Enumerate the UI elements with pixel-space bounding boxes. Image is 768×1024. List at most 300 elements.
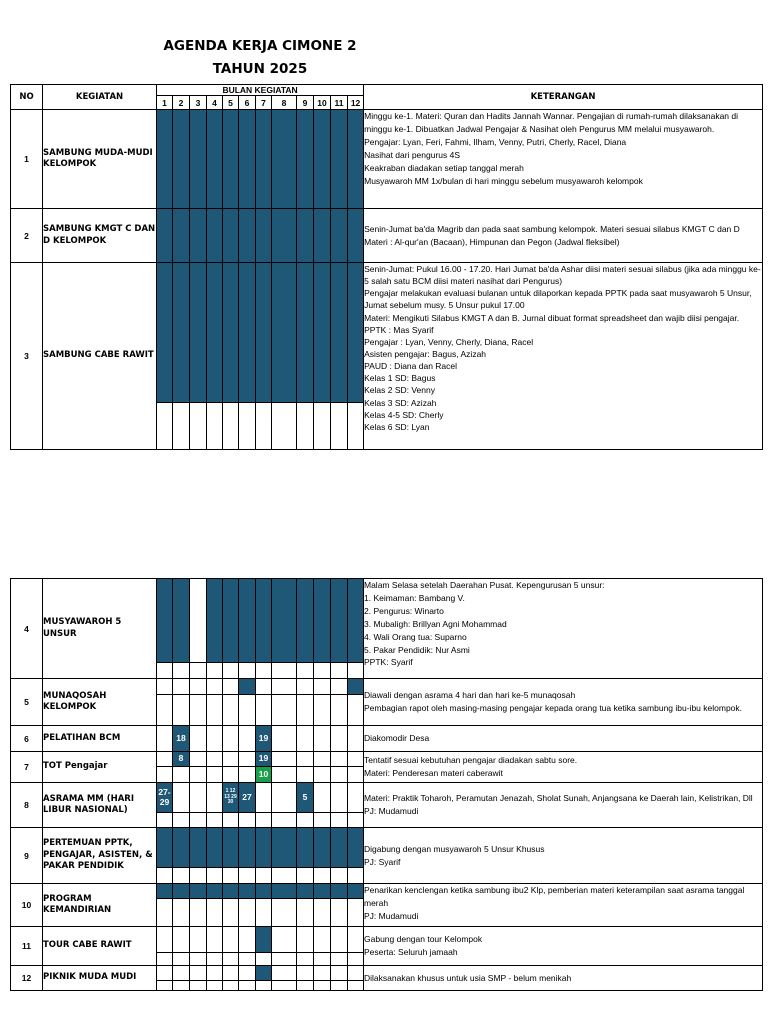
row-number: 3	[11, 263, 43, 450]
month-header: 3	[190, 96, 207, 110]
month-cell-empty	[239, 868, 256, 884]
note-line: Diawali dengan asrama 4 hari dan hari ke-5 munaqosah	[364, 690, 576, 701]
month-header: 9	[297, 96, 314, 110]
month-cell-empty	[331, 752, 348, 767]
note-line: Senin-Jumat: Pukul 16.00 - 17.20. Hari Jumat ba'da Ashar diisi materi sesuai silabus (jika ada minggu ke-5 salah satu BCM diisi materi nasihat dari Pengurus)	[364, 264, 761, 287]
note-line: PPTK : Mas Syarif	[364, 324, 434, 335]
note-line: 1. Keimaman: Bambang V.	[364, 592, 465, 603]
month-cell-filled	[272, 828, 297, 868]
month-cell-empty	[207, 767, 223, 783]
month-cell-empty	[272, 767, 297, 783]
header-no: NO	[11, 85, 43, 110]
month-header: 7	[256, 96, 272, 110]
note-line: Materi: Penderesan materi caberawit	[364, 768, 503, 778]
row-number: 5	[11, 679, 43, 726]
month-cell-empty	[348, 783, 364, 813]
month-cell-empty	[272, 726, 297, 752]
activity-name: PERTEMUAN PPTK, PENGAJAR, ASISTEN, & PAKAR PENDIDIK	[43, 828, 157, 884]
note-line: Keakraban diadakan setiap tanggal merah	[364, 162, 524, 173]
month-cell-filled	[239, 110, 256, 209]
month-cell-filled	[256, 927, 272, 953]
note-line: Penarikan kenclengan ketika sambung ibu2 Klp, pemberian materi keterampilan saat asrama tanggal merah	[364, 885, 745, 908]
month-header: 11	[331, 96, 348, 110]
month-cell-filled	[331, 263, 348, 403]
month-cell-empty	[223, 679, 239, 695]
month-cell-empty	[256, 783, 272, 813]
month-cell-empty	[190, 679, 207, 695]
month-cell-empty	[157, 899, 173, 927]
month-cell-empty	[207, 927, 223, 953]
table-row	[11, 966, 763, 981]
note-line: Dilaksanakan khusus untuk usia SMP - belum menikah	[364, 972, 572, 983]
note-line: Asisten pengajar: Bagus, Azizah	[364, 348, 487, 359]
month-cell-empty	[190, 981, 207, 991]
month-cell-filled	[190, 110, 207, 209]
note-line: Kelas 1 SD: Bagus	[364, 373, 436, 384]
month-cell-empty	[157, 953, 173, 966]
row-number: 7	[11, 752, 43, 783]
month-cell-filled	[272, 209, 297, 263]
month-cell-empty	[223, 767, 239, 783]
month-cell-empty	[223, 726, 239, 752]
month-cell-empty	[272, 402, 297, 449]
table-row	[11, 752, 763, 767]
activity-name: SAMBUNG CABE RAWIT	[43, 263, 157, 450]
month-cell-empty	[207, 966, 223, 981]
month-cell-filled	[207, 209, 223, 263]
activity-name: TOT Pengajar	[43, 752, 157, 783]
page-title: AGENDA KERJA CIMONE 2	[163, 38, 357, 54]
header-bulan-kegiatan: BULAN KEGIATAN	[157, 85, 364, 96]
note-line: Materi: Mengikuti Silabus KMGT A dan B. Jurnal dibuat format spreadsheet dan wajib diisi pengajar.	[364, 312, 740, 323]
month-cell-empty	[173, 663, 190, 679]
month-cell-empty	[256, 868, 272, 884]
month-cell-empty	[190, 663, 207, 679]
month-cell-filled	[239, 263, 256, 403]
month-cell-empty	[331, 679, 348, 695]
note-line: PJ: Mudamudi	[364, 806, 419, 816]
month-cell-filled	[223, 110, 239, 209]
month-cell-empty	[256, 679, 272, 695]
month-cell-empty	[173, 767, 190, 783]
month-cell-empty	[256, 899, 272, 927]
month-cell-empty	[157, 679, 173, 695]
month-cell-empty	[297, 953, 314, 966]
month-cell-empty	[314, 402, 331, 449]
month-cell-empty	[223, 663, 239, 679]
month-cell-filled	[331, 110, 348, 209]
month-cell-empty	[331, 726, 348, 752]
month-cell-filled	[173, 579, 190, 663]
note-line: Minggu ke-1. Materi: Quran dan Hadits Jannah Wannar. Pengajian di rumah-rumah dilaksanakan di minggu ke-1. Dibuatkan Jadwal Pengajar & Nasihat oleh Pengurus MM melalui musyawaroh.	[364, 111, 739, 134]
month-cell-empty	[239, 927, 256, 953]
month-cell-empty	[272, 663, 297, 679]
month-cell-empty	[348, 899, 364, 927]
row-number: 11	[11, 927, 43, 966]
month-cell-filled	[223, 579, 239, 663]
row-number: 12	[11, 966, 43, 991]
month-cell-empty	[207, 981, 223, 991]
month-cell-empty	[239, 695, 256, 726]
month-cell-filled	[348, 263, 364, 403]
month-cell-empty	[239, 813, 256, 828]
month-cell-empty	[297, 868, 314, 884]
month-cell-empty	[190, 726, 207, 752]
month-cell-filled	[256, 263, 272, 403]
month-cell-empty	[173, 402, 190, 449]
month-cell-empty	[297, 663, 314, 679]
month-cell-empty	[348, 868, 364, 884]
row-number: 2	[11, 209, 43, 263]
activity-notes	[364, 966, 763, 991]
month-cell-filled	[272, 884, 297, 899]
month-cell-filled	[348, 828, 364, 868]
month-cell-empty	[314, 695, 331, 726]
month-cell-empty	[331, 966, 348, 981]
note-line: Tentatif sesuai kebutuhan pengajar diadakan sabtu sore.	[364, 755, 578, 766]
month-cell-filled: 8	[173, 752, 190, 767]
month-cell-filled	[173, 828, 190, 868]
month-cell-empty	[223, 966, 239, 981]
month-cell-empty	[348, 767, 364, 783]
activity-name: MUSYAWAROH 5 UNSUR	[43, 579, 157, 679]
month-cell-filled: 18	[173, 726, 190, 752]
month-cell-empty	[207, 402, 223, 449]
month-cell-empty	[297, 981, 314, 991]
note-line: Pembagian rapot oleh masing-masing pengajar kepada orang tua ketika sambung ibu-ibu kelompok.	[364, 703, 743, 713]
month-cell-filled	[272, 263, 297, 403]
month-cell-empty	[190, 813, 207, 828]
month-cell-empty	[331, 953, 348, 966]
month-cell-empty	[157, 868, 173, 884]
month-cell-filled	[348, 679, 364, 695]
month-cell-empty	[190, 899, 207, 927]
month-cell-empty	[314, 981, 331, 991]
month-cell-empty	[223, 868, 239, 884]
month-header: 12	[348, 96, 364, 110]
month-cell-empty	[239, 953, 256, 966]
month-cell-filled	[239, 828, 256, 868]
activity-notes	[364, 828, 763, 884]
month-cell-empty	[157, 726, 173, 752]
month-cell-empty	[173, 679, 190, 695]
month-cell-empty	[157, 663, 173, 679]
month-cell-empty	[348, 927, 364, 953]
month-cell-empty	[272, 783, 297, 813]
activity-notes	[364, 679, 763, 726]
activity-notes	[364, 884, 763, 927]
month-cell-empty	[314, 663, 331, 679]
month-cell-filled	[314, 209, 331, 263]
month-cell-filled	[348, 884, 364, 899]
month-cell-empty	[239, 663, 256, 679]
month-cell-empty	[272, 981, 297, 991]
month-cell-empty	[173, 695, 190, 726]
month-cell-empty	[157, 767, 173, 783]
month-cell-empty	[272, 927, 297, 953]
month-cell-empty	[207, 783, 223, 813]
month-cell-empty	[239, 726, 256, 752]
month-cell-empty	[256, 981, 272, 991]
month-cell-filled	[157, 209, 173, 263]
month-cell-empty	[157, 927, 173, 953]
month-cell-empty	[272, 679, 297, 695]
table-row	[11, 579, 763, 663]
activity-name: SAMBUNG MUDA-MUDI KELOMPOK	[43, 110, 157, 209]
note-line: Peserta: Seluruh jamaah	[364, 947, 458, 957]
month-cell-empty	[256, 402, 272, 449]
month-cell-filled	[297, 884, 314, 899]
month-cell-empty	[173, 927, 190, 953]
month-cell-empty	[190, 953, 207, 966]
month-header: 4	[207, 96, 223, 110]
month-cell-empty	[223, 953, 239, 966]
month-cell-filled	[314, 110, 331, 209]
month-cell-empty	[348, 663, 364, 679]
month-cell-filled	[256, 884, 272, 899]
month-cell-filled	[272, 579, 297, 663]
month-cell-empty	[331, 402, 348, 449]
month-cell-filled	[297, 110, 314, 209]
row-number: 4	[11, 579, 43, 679]
month-cell-empty	[314, 953, 331, 966]
month-cell-empty	[256, 953, 272, 966]
note-line: Digabung dengan musyawaroh 5 Unsur Khusus	[364, 843, 545, 854]
month-header: 8	[272, 96, 297, 110]
note-line: Materi : Al-qur'an (Bacaan), Himpunan dan Pegon (Jadwal fleksibel)	[364, 236, 620, 247]
month-cell-empty	[348, 966, 364, 981]
month-cell-empty	[190, 927, 207, 953]
month-cell-empty	[223, 752, 239, 767]
month-cell-empty	[173, 981, 190, 991]
table-row	[11, 726, 763, 752]
month-cell-filled	[297, 209, 314, 263]
month-cell-filled	[223, 263, 239, 403]
month-cell-empty	[348, 813, 364, 828]
month-cell-filled	[239, 579, 256, 663]
month-cell-empty	[223, 927, 239, 953]
month-cell-empty	[348, 981, 364, 991]
note-line: Pengajar : Lyan, Venny, Cherly, Diana, Racel	[364, 336, 534, 347]
month-cell-empty	[297, 927, 314, 953]
note-line: PPTK: Syarif	[364, 657, 413, 668]
table-row	[11, 783, 763, 813]
month-cell-empty	[348, 953, 364, 966]
month-cell-filled	[157, 263, 173, 403]
month-cell-empty	[272, 752, 297, 767]
month-cell-filled	[331, 828, 348, 868]
month-cell-empty	[207, 726, 223, 752]
month-cell-empty	[348, 752, 364, 767]
table-row	[11, 110, 763, 209]
month-cell-empty	[207, 752, 223, 767]
note-line: 5. Pakar Pendidik: Nur Asmi	[364, 644, 470, 655]
month-cell-empty	[256, 663, 272, 679]
month-cell-empty	[173, 783, 190, 813]
note-line: Pengajar: Lyan, Feri, Fahmi, Ilham, Venny, Putri, Cherly, Racel, Diana	[364, 136, 627, 147]
month-cell-filled	[173, 263, 190, 403]
month-cell-empty	[239, 981, 256, 991]
month-cell-empty	[314, 767, 331, 783]
month-cell-empty	[297, 813, 314, 828]
month-cell-filled	[314, 884, 331, 899]
table-row	[11, 828, 763, 868]
month-cell-filled	[348, 579, 364, 663]
month-cell-empty	[190, 695, 207, 726]
month-header: 1	[157, 96, 173, 110]
note-line: Kelas 6 SD: Lyan	[364, 421, 430, 432]
month-cell-empty	[331, 663, 348, 679]
month-cell-empty	[297, 726, 314, 752]
activity-notes	[364, 263, 763, 450]
month-cell-filled: 27-29	[157, 783, 173, 813]
month-cell-empty	[272, 899, 297, 927]
month-cell-empty	[314, 679, 331, 695]
month-cell-filled	[314, 828, 331, 868]
month-cell-empty	[157, 981, 173, 991]
note-line: Pengajar melakukan evaluasi bulanan untuk dilaporkan kepada PPTK pada saat musyawaroh 5 Unsur, Jumat sebelum musy. 5 Unsur pukul 17.00	[364, 288, 752, 311]
month-cell-empty	[239, 966, 256, 981]
month-cell-filled	[157, 884, 173, 899]
month-cell-filled	[297, 579, 314, 663]
month-cell-filled	[239, 209, 256, 263]
note-line: 3. Mubaligh: Brillyan Agni Mohammad	[364, 618, 507, 629]
month-header: 5	[223, 96, 239, 110]
month-cell-filled	[190, 263, 207, 403]
month-cell-empty	[348, 402, 364, 449]
month-cell-empty	[331, 868, 348, 884]
note-line: Nasihat dari pengurus 4S	[364, 149, 461, 160]
month-cell-filled	[190, 884, 207, 899]
month-cell-empty	[190, 752, 207, 767]
month-cell-empty	[207, 663, 223, 679]
month-cell-empty	[223, 402, 239, 449]
note-line: PJ: Mudamudi	[364, 910, 419, 921]
month-cell-empty	[207, 953, 223, 966]
month-cell-empty	[207, 695, 223, 726]
month-cell-empty	[173, 868, 190, 884]
activity-notes	[364, 752, 763, 783]
month-cell-filled	[239, 679, 256, 695]
month-cell-empty	[348, 695, 364, 726]
row-number: 10	[11, 884, 43, 927]
month-cell-empty	[314, 726, 331, 752]
note-line: Malam Selasa setelah Daerahan Pusat. Kepengurusan 5 unsur:	[364, 580, 605, 590]
month-cell-empty	[190, 402, 207, 449]
month-cell-filled	[297, 828, 314, 868]
month-cell-filled: 27	[239, 783, 256, 813]
month-cell-empty	[331, 927, 348, 953]
month-cell-empty	[314, 927, 331, 953]
month-cell-filled	[207, 884, 223, 899]
month-cell-filled	[256, 209, 272, 263]
month-cell-filled	[314, 263, 331, 403]
month-cell-empty	[297, 679, 314, 695]
note-line: PAUD : Diana dan Racel	[364, 361, 458, 372]
activity-name: PROGRAM KEMANDIRIAN	[43, 884, 157, 927]
month-cell-filled	[297, 263, 314, 403]
month-cell-filled	[331, 209, 348, 263]
month-cell-empty	[297, 767, 314, 783]
month-cell-filled	[256, 828, 272, 868]
month-cell-empty	[157, 402, 173, 449]
month-cell-empty	[256, 695, 272, 726]
month-cell-empty	[331, 695, 348, 726]
month-cell-filled	[239, 884, 256, 899]
month-cell-empty	[272, 813, 297, 828]
month-cell-empty	[272, 868, 297, 884]
month-cell-empty	[331, 813, 348, 828]
month-cell-filled	[331, 884, 348, 899]
month-cell-empty	[331, 981, 348, 991]
activity-notes	[364, 783, 763, 828]
month-cell-empty	[314, 868, 331, 884]
row-number: 6	[11, 726, 43, 752]
month-cell-filled	[256, 966, 272, 981]
month-cell-empty	[207, 813, 223, 828]
month-cell-filled	[157, 110, 173, 209]
month-cell-empty	[190, 966, 207, 981]
month-cell-empty	[272, 695, 297, 726]
month-cell-empty	[223, 813, 239, 828]
month-cell-filled	[173, 110, 190, 209]
month-header: 6	[239, 96, 256, 110]
note-line: Musyawaroh MM 1x/bulan di hari minggu sebelum musyawaroh kelompok	[364, 175, 643, 186]
month-cell-empty	[223, 981, 239, 991]
month-cell-filled	[207, 579, 223, 663]
month-cell-empty	[331, 767, 348, 783]
month-cell-empty	[272, 966, 297, 981]
month-cell-empty	[239, 402, 256, 449]
month-cell-empty	[239, 767, 256, 783]
month-cell-filled	[190, 209, 207, 263]
month-cell-filled	[348, 110, 364, 209]
month-header: 10	[314, 96, 331, 110]
month-cell-empty	[173, 966, 190, 981]
month-cell-empty	[239, 752, 256, 767]
month-cell-empty	[314, 966, 331, 981]
month-cell-filled	[256, 110, 272, 209]
month-cell-empty	[190, 783, 207, 813]
table-row	[11, 927, 763, 953]
agenda-table-top	[10, 84, 763, 450]
month-cell-filled	[207, 263, 223, 403]
month-cell-empty	[157, 752, 173, 767]
table-row	[11, 209, 763, 263]
month-cell-empty	[297, 899, 314, 927]
month-cell-filled	[207, 110, 223, 209]
month-cell-empty	[173, 899, 190, 927]
month-cell-filled	[272, 110, 297, 209]
month-cell-filled	[157, 579, 173, 663]
note-line: PJ: Syarif	[364, 856, 401, 867]
month-cell-filled	[256, 579, 272, 663]
activity-notes	[364, 209, 763, 263]
activity-notes	[364, 927, 763, 966]
month-cell-filled	[223, 828, 239, 868]
month-cell-empty	[297, 402, 314, 449]
month-cell-empty	[157, 695, 173, 726]
table-row	[11, 263, 763, 403]
activity-name: PIKNIK MUDA MUDI	[43, 966, 157, 991]
row-number: 8	[11, 783, 43, 828]
month-cell-empty	[157, 966, 173, 981]
month-cell-filled	[348, 209, 364, 263]
month-cell-empty	[348, 726, 364, 752]
month-cell-empty	[173, 813, 190, 828]
month-cell-filled: 5	[297, 783, 314, 813]
month-cell-empty	[173, 953, 190, 966]
